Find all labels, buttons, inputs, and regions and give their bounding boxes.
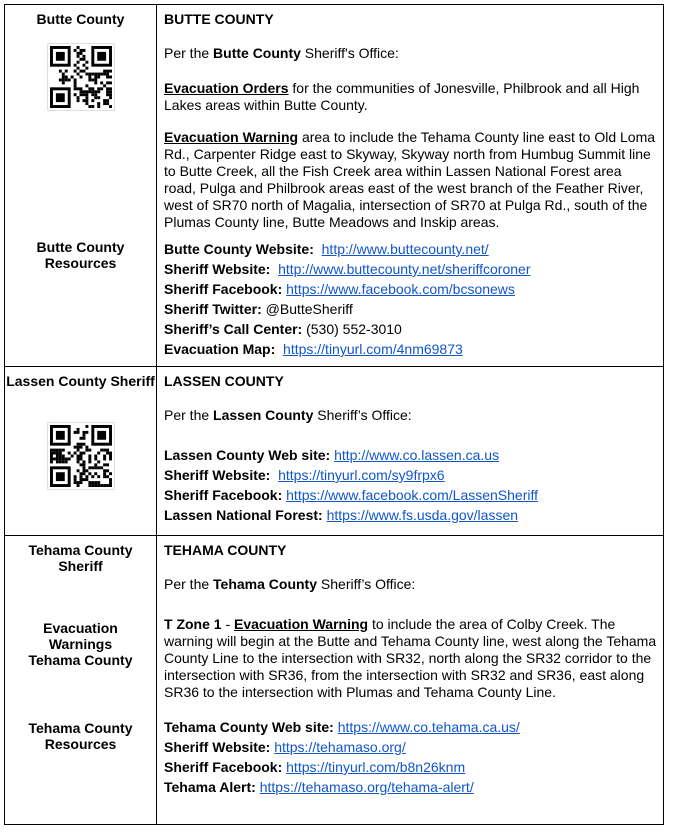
tehama-sheriff-website-link[interactable]: https://tehamaso.org/ xyxy=(274,739,406,755)
lassen-per-line xyxy=(164,407,657,424)
tehama-left-warnings: Evacuation Warnings Tehama County xyxy=(28,620,133,668)
resource-line xyxy=(164,467,657,484)
butte-per-suffix: Sheriff's Office: xyxy=(300,45,399,61)
lassen-heading: LASSEN COUNTY xyxy=(164,373,284,389)
butte-right-cell xyxy=(157,5,664,367)
resource-label: Sheriff Twitter: xyxy=(164,301,262,317)
lassen-national-forest-link[interactable]: https://www.fs.usda.gov/lassen xyxy=(326,507,519,523)
tehama-warning-label: Evacuation Warning xyxy=(234,616,369,632)
lassen-left-cell xyxy=(5,367,157,536)
resource-label: Tehama Alert: xyxy=(164,779,256,795)
resource-label: Sheriff Website: xyxy=(164,739,271,755)
resource-line xyxy=(164,719,657,736)
resource-line xyxy=(164,281,657,298)
butte-website-link[interactable]: http://www.buttecounty.net/ xyxy=(321,241,489,257)
lassen-resources-list xyxy=(164,447,657,524)
resource-line xyxy=(164,507,657,524)
butte-orders-text: for the communities of Jonesville, Philbrook and all High Lakes areas within Butte County. xyxy=(164,80,640,113)
resource-line xyxy=(164,341,657,358)
resource-line xyxy=(164,301,657,318)
tehama-resources-list xyxy=(164,719,657,796)
lassen-county-website-link[interactable]: http://www.co.lassen.ca.us xyxy=(334,447,500,463)
butte-row xyxy=(5,5,664,367)
resource-line xyxy=(164,241,657,258)
resource-label: Lassen National Forest: xyxy=(164,507,323,523)
tehama-sheriff-facebook-link[interactable]: https://tinyurl.com/b8n26knm xyxy=(286,759,466,775)
resource-line xyxy=(164,759,657,776)
butte-heading: BUTTE COUNTY xyxy=(164,11,274,27)
lassen-per-suffix: Sheriff’s Office: xyxy=(313,407,412,423)
tehama-per-line xyxy=(164,576,657,593)
butte-per-line xyxy=(164,45,657,62)
resource-label: Sheriff’s Call Center: xyxy=(164,321,303,337)
sheriff-twitter-handle: @ButteSheriff xyxy=(265,301,353,317)
evacuation-map-link[interactable]: https://tinyurl.com/4nm69873 xyxy=(283,341,463,357)
qr-code-icon xyxy=(47,43,115,111)
resource-label: Sheriff Website: xyxy=(164,467,271,483)
resource-label: Sheriff Facebook: xyxy=(164,759,283,775)
resource-label: Butte County Website: xyxy=(164,241,314,257)
resource-label: Sheriff Facebook: xyxy=(164,487,283,503)
tehama-per-bold: Tehama County xyxy=(213,576,318,592)
tehama-county-website-link[interactable]: https://www.co.tehama.ca.us/ xyxy=(337,719,520,735)
butte-orders-paragraph xyxy=(164,80,657,114)
lassen-sheriff-website-link[interactable]: https://tinyurl.com/sy9frpx6 xyxy=(278,467,445,483)
tehama-row xyxy=(5,536,664,825)
lassen-left-title: Lassen County Sheriff xyxy=(6,373,155,389)
tehama-zone-separator: - xyxy=(221,616,235,632)
tehama-heading: TEHAMA COUNTY xyxy=(164,542,287,558)
butte-warning-text: area to include the Tehama County line east to Old Loma Rd., Carpenter Ridge east to Skyway, Skyway north from Humbug Summit line to Butte Creek, all the Fish Creek area within Lassen National Forest area road, Pulga and Philbrook areas east of the west branch of the Feather River, west of SR70 north of Magalia, intersection of SR70 at Pulga Rd., south of the Plumas County line, Butte Meadows and Inskip areas. xyxy=(164,129,656,230)
lassen-per-bold: Lassen County xyxy=(213,407,314,423)
tehama-warning-paragraph xyxy=(164,616,657,701)
butte-left-title: Butte County xyxy=(36,11,125,27)
butte-left-cell xyxy=(5,5,157,367)
qr-code-icon xyxy=(47,422,115,490)
resource-line xyxy=(164,321,657,338)
resource-label: Sheriff Facebook: xyxy=(164,281,283,297)
tehama-right-cell xyxy=(157,536,664,825)
lassen-row xyxy=(5,367,664,536)
resource-label: Evacuation Map: xyxy=(164,341,276,357)
resource-label: Sheriff Website: xyxy=(164,261,271,277)
tehama-per-suffix: Sheriff’s Office: xyxy=(317,576,416,592)
butte-warning-label: Evacuation Warning xyxy=(164,129,299,145)
sheriff-facebook-link[interactable]: https://www.facebook.com/bcsonews xyxy=(286,281,515,297)
tehama-per-prefix: Per the xyxy=(164,576,214,592)
butte-left-resources: Butte County Resources xyxy=(36,239,125,271)
tehama-alert-link[interactable]: https://tehamaso.org/tehama-alert/ xyxy=(259,779,474,795)
lassen-per-prefix: Per the xyxy=(164,407,214,423)
resource-line xyxy=(164,447,657,464)
sheriff-website-link[interactable]: http://www.buttecounty.net/sheriffcoroner xyxy=(278,261,531,277)
butte-per-bold: Butte County xyxy=(213,45,301,61)
resource-line xyxy=(164,487,657,504)
resource-line xyxy=(164,779,657,796)
butte-qr-graphic xyxy=(50,46,112,108)
tehama-zone-label: T Zone 1 xyxy=(164,616,222,632)
lassen-right-cell xyxy=(157,367,664,536)
resource-label: Lassen County Web site: xyxy=(164,447,331,463)
butte-warning-paragraph xyxy=(164,129,657,231)
resource-line xyxy=(164,261,657,278)
butte-per-prefix: Per the xyxy=(164,45,214,61)
tehama-left-title: Tehama County Sheriff xyxy=(28,542,133,574)
tehama-warning-text: to include the area of Colby Creek. The warning will begin at the Butte and Tehama County line, west along the Tehama County Line to the intersection with SR32, north along the SR32 corridor to the intersection with SR36, from the intersection with SR32 and SR36, east along SR36 to the intersection with Plumas and Tehama County Line. xyxy=(164,616,657,700)
tehama-left-cell xyxy=(5,536,157,825)
county-resources-table xyxy=(4,4,664,825)
tehama-left-resources: Tehama County Resources xyxy=(28,720,133,752)
lassen-qr-graphic xyxy=(50,425,112,487)
butte-orders-label: Evacuation Orders xyxy=(164,80,289,96)
lassen-sheriff-facebook-link[interactable]: https://www.facebook.com/LassenSheriff xyxy=(286,487,539,503)
resource-label: Tehama County Web site: xyxy=(164,719,334,735)
butte-resources-list xyxy=(164,241,657,358)
call-center-phone: (530) 552-3010 xyxy=(306,321,402,337)
resource-line xyxy=(164,739,657,756)
